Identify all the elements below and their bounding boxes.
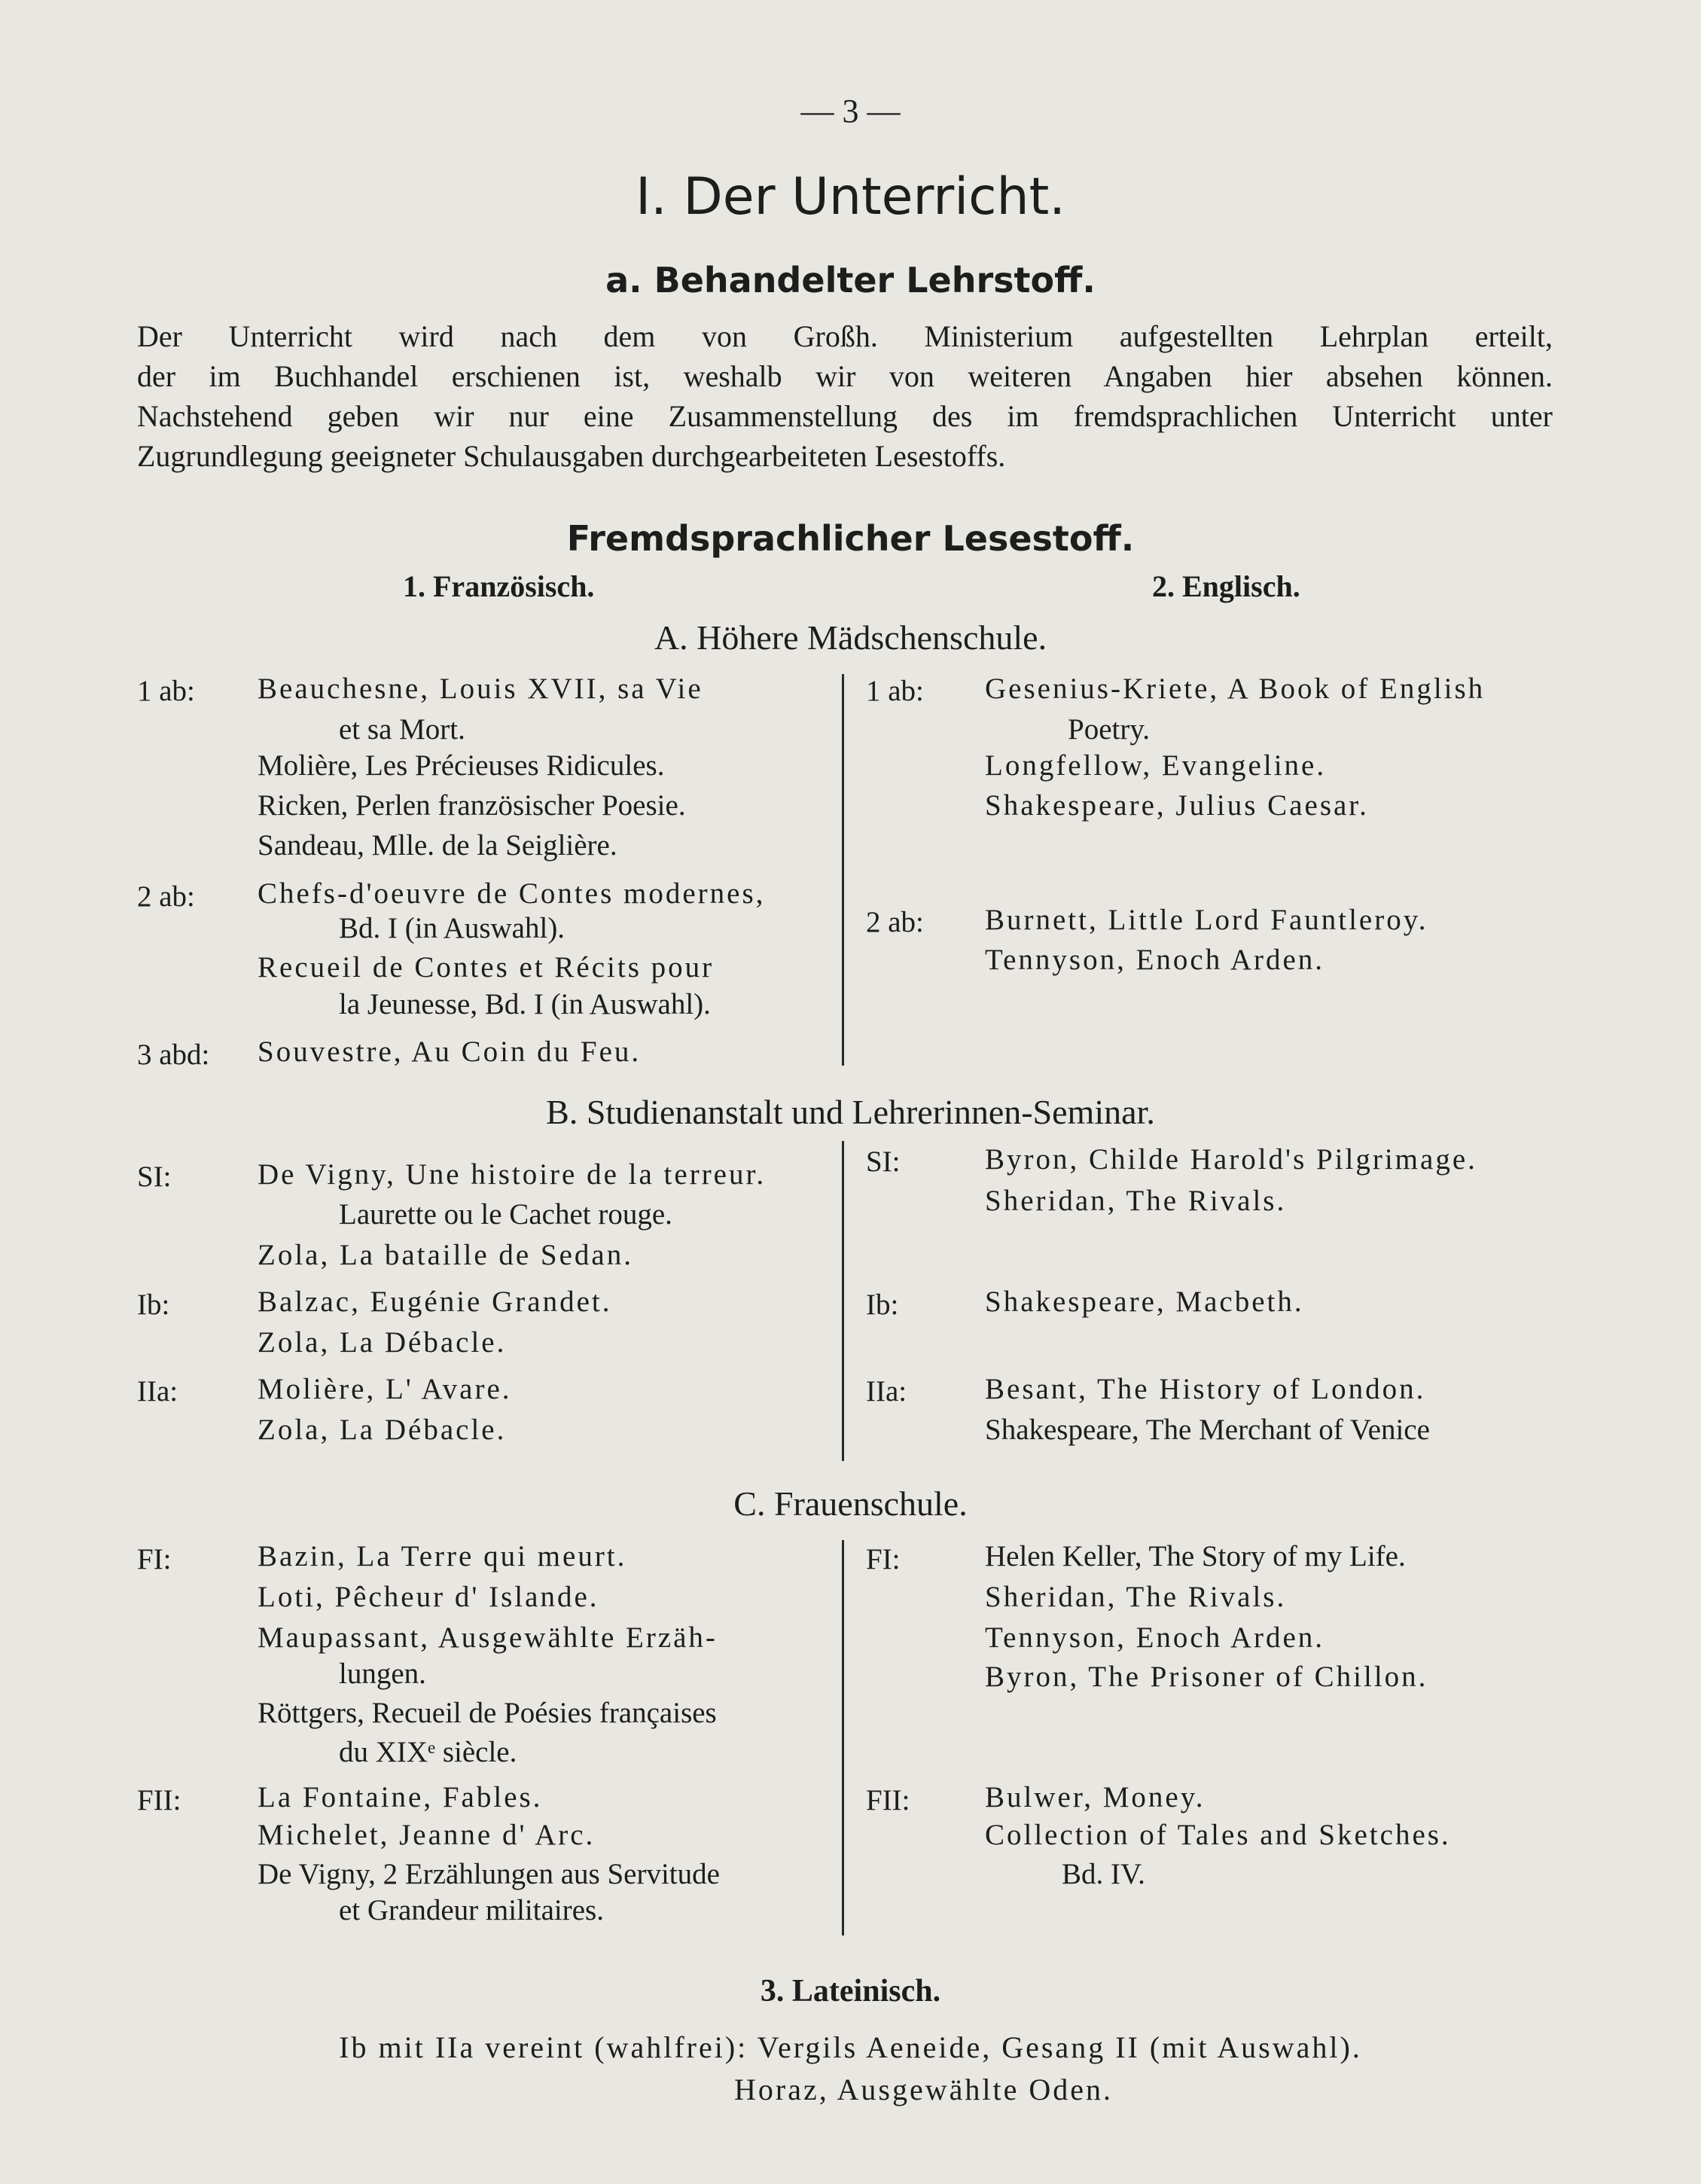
latin-heading: 3. Lateinisch. [760,1974,941,2009]
class-label: SI: [866,1145,901,1178]
class-label: 1 ab: [137,675,195,707]
reading-entry: Bazin, La Terre qui meurt. [258,1540,627,1572]
reading-entry: Zola, La Débacle. [258,1326,507,1359]
class-label: FII: [137,1784,181,1816]
reading-entry: Maupassant, Ausgewählte Erzäh- [258,1621,718,1654]
paragraph-line: Nachstehend geben wir nur eine Zusammenstellung des im fremdsprachlichen Unterricht unter [137,399,1553,433]
reading-entry: Gesenius-Kriete, A Book of English [985,673,1486,705]
reading-entry: Loti, Pêcheur d' Islande. [258,1581,599,1613]
reading-entry: Bulwer, Money. [985,1781,1206,1813]
class-label: IIa: [137,1375,178,1408]
column-divider [842,674,844,1066]
section-b-heading: B. Studienanstalt und Lehrerinnen-Seminar. [546,1093,1155,1131]
reading-entry: Recueil de Contes et Récits pour [258,951,715,984]
class-label: 2 ab: [866,906,924,938]
reading-heading: Fremdsprachlicher Lesestoff. [566,518,1135,559]
reading-entry: La Fontaine, Fables. [258,1781,543,1813]
intro-paragraph [137,316,1553,476]
class-label: FII: [866,1784,910,1816]
reading-entry: Byron, The Prisoner of Chillon. [985,1661,1428,1693]
reading-entry: et Grandeur militaires. [339,1894,604,1926]
reading-entry: Chefs-d'oeuvre de Contes modernes, [258,877,766,910]
class-label: 3 abd: [137,1039,210,1071]
reading-entry: Longfellow, Evangeline. [985,749,1327,782]
column-heading-english: 2. Englisch. [1152,569,1300,603]
reading-entry: De Vigny, 2 Erzählungen aus Servitude [258,1858,720,1890]
reading-entry: Sheridan, The Rivals. [985,1185,1287,1217]
reading-entry: Sheridan, The Rivals. [985,1581,1287,1613]
reading-entry: Shakespeare, Macbeth. [985,1286,1304,1318]
reading-entry: Tennyson, Enoch Arden. [985,1621,1325,1654]
reading-entry: Balzac, Eugénie Grandet. [258,1286,612,1318]
reading-entry: Byron, Childe Harold's Pilgrimage. [985,1143,1477,1176]
reading-entry: Röttgers, Recueil de Poésies françaises [258,1697,717,1729]
section-c-heading: C. Frauenschule. [733,1484,968,1523]
class-label: IIa: [866,1375,907,1408]
reading-entry: Laurette ou le Cachet rouge. [339,1198,672,1231]
reading-entry: Molière, Les Précieuses Ridicules. [258,749,665,782]
reading-entry: Michelet, Jeanne d' Arc. [258,1819,596,1851]
paragraph-line: der im Buchhandel erschienen ist, weshalb wir von weiteren Angaben hier absehen können. [137,359,1553,393]
reading-entry: Besant, The History of London. [985,1373,1426,1405]
reading-entry: Tennyson, Enoch Arden. [985,944,1325,976]
class-label: SI: [137,1161,172,1193]
reading-entry: Shakespeare, Julius Caesar. [985,789,1369,822]
reading-entry: Zola, La Débacle. [258,1414,507,1446]
reading-entry: Shakespeare, The Merchant of Venice [985,1414,1430,1446]
reading-entry: Bd. IV. [1062,1858,1145,1890]
reading-entry: De Vigny, Une histoire de la terreur. [258,1158,767,1191]
section-a-heading: A. Höhere Mädschenschule. [654,618,1047,657]
section-subtitle: a. Behandelter Lehrstoff. [605,260,1096,300]
reading-entry: Ricken, Perlen französischer Poesie. [258,789,686,822]
page-title: I. Der Unterricht. [636,167,1065,227]
reading-entry: Beauchesne, Louis XVII, sa Vie [258,673,703,705]
reading-entry: Molière, L' Avare. [258,1373,512,1405]
reading-entry: Souvestre, Au Coin du Feu. [258,1036,642,1068]
column-heading-french: 1. Französisch. [403,569,595,603]
reading-entry: Zola, La bataille de Sedan. [258,1239,633,1271]
reading-entry: et sa Mort. [339,713,465,746]
class-label: Ib: [137,1289,170,1321]
column-divider [842,1540,844,1935]
class-label: 2 ab: [137,880,195,913]
reading-entry: lungen. [339,1658,426,1690]
paragraph-line: Zugrundlegung geeigneter Schulausgaben durchgearbeiteten Lesestoffs. [137,439,1006,473]
class-label: FI: [137,1543,172,1575]
reading-entry: Burnett, Little Lord Fauntleroy. [985,904,1428,936]
class-label: 1 ab: [866,675,924,707]
column-divider [842,1141,844,1461]
reading-entry: Poetry. [1068,713,1151,746]
reading-entry: Helen Keller, The Story of my Life. [985,1540,1406,1572]
reading-entry: la Jeunesse, Bd. I (in Auswahl). [339,988,711,1020]
paragraph-line: Der Unterricht wird nach dem von Großh. Ministerium aufgestellten Lehrplan erteilt, [137,319,1553,353]
reading-entry: du XIXᵉ siècle. [339,1736,517,1768]
class-label: FI: [866,1543,901,1575]
latin-line: Ib mit IIa vereint (wahlfrei): Vergils Aeneide, Gesang II (mit Auswahl). [339,2030,1362,2064]
page-number: — 3 — [800,93,901,130]
reading-entry: Bd. I (in Auswahl). [339,912,565,944]
reading-entry: Collection of Tales and Sketches. [985,1819,1451,1851]
class-label: Ib: [866,1289,899,1321]
reading-entry: Sandeau, Mlle. de la Seiglière. [258,829,617,862]
latin-line: Horaz, Ausgewählte Oden. [734,2073,1113,2106]
